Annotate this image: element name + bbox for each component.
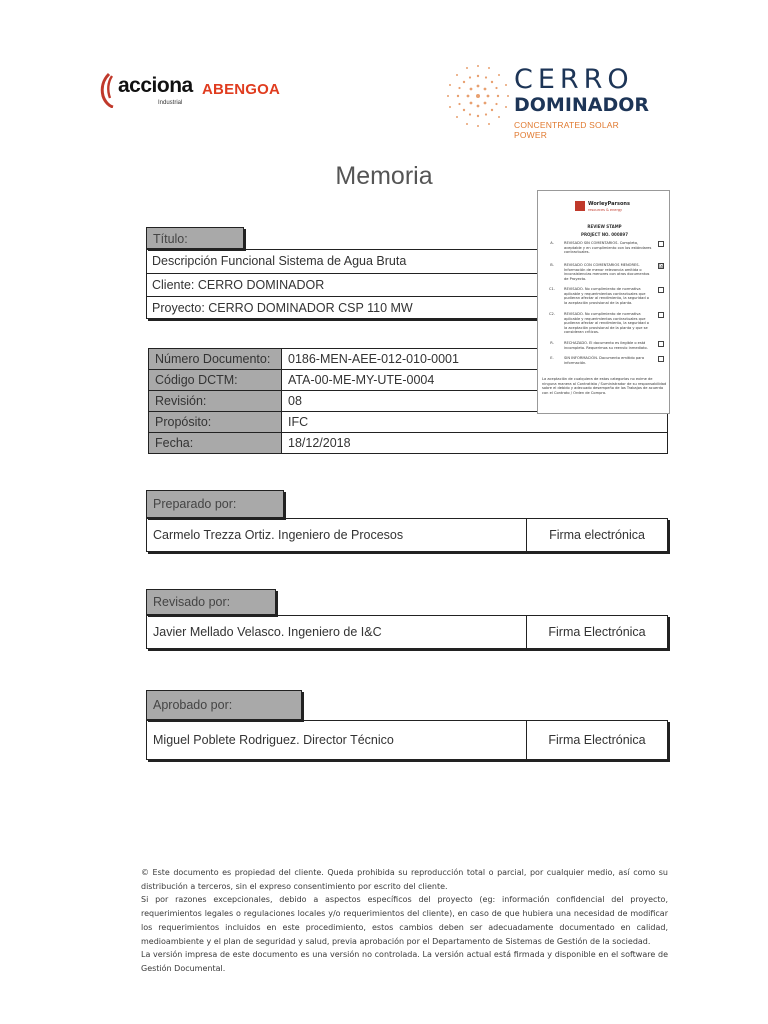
stamp-item-text: REVISADO SIN COMENTARIOS. Completo, aceptable y en cumplimiento con los estándares contractuales. — [564, 241, 652, 254]
abengoa-wordmark: ABENGOA — [202, 81, 281, 98]
sun-dots-icon — [444, 62, 512, 130]
stamp-item-code: C2. — [549, 312, 555, 316]
stamp-item-code: R. — [550, 341, 554, 345]
revision-label: Revisión: — [149, 391, 282, 412]
prepared-signature: Firma electrónica — [549, 528, 645, 542]
checkbox-icon — [658, 341, 664, 347]
dctm-code-label: Código DCTM: — [149, 370, 282, 391]
stamp-heading: REVIEW STAMP — [587, 224, 622, 229]
revision-value: 08 — [282, 391, 668, 412]
document-title: Descripción Funcional Sistema de Agua Bruta — [147, 250, 539, 274]
table-row — [149, 412, 668, 433]
doc-number-value: 0186-MEN-AEE-012-010-0001 — [282, 349, 668, 370]
prepared-label: Preparado por: — [146, 490, 284, 518]
acciona-wordmark: acciona — [118, 74, 193, 97]
project-line: Proyecto: CERRO DOMINADOR CSP 110 MW — [152, 301, 413, 315]
checkbox-icon — [658, 241, 664, 247]
approved-signature: Firma Electrónica — [548, 733, 646, 747]
stamp-brand: WorleyParsons — [588, 201, 630, 207]
checkbox-icon — [658, 287, 664, 293]
stamp-item-text: REVISADO. No cumplimiento de normativa aplicable y requerimientos contractuales que pudieran afectar al rendimiento, la seguridad o la aceptación provisional de la planta y que se consideran críticos. — [564, 312, 649, 334]
approved-row — [146, 720, 668, 760]
stamp-project-number: PROJECT NO. 000897 — [581, 232, 628, 237]
dominador-wordmark: DOMINADOR — [514, 94, 650, 116]
stamp-item-code: B. — [550, 263, 554, 267]
legal-footer — [141, 866, 668, 976]
stamp-item-code: C1. — [549, 287, 555, 291]
acciona-mark-icon — [98, 72, 120, 108]
date-label: Fecha: — [149, 433, 282, 454]
title-label: Título: — [146, 227, 244, 249]
checkbox-icon — [658, 356, 664, 362]
stamp-item-code: E. — [550, 356, 554, 360]
table-row — [149, 433, 668, 454]
stamp-item-text: SIN INFORMACIÓN. Documento emitido para información. — [564, 356, 645, 365]
prepared-name: Carmelo Trezza Ortiz. Ingeniero de Procesos — [147, 519, 527, 551]
cerro-dominador-logo — [444, 58, 650, 140]
footer-paragraph: La versión impresa de este documento es una versión no controlada. La versión actual está firmada y disponible en el software de Gestión Documental. — [141, 950, 668, 973]
footer-paragraph: Si por razones excepcionales, debido a aspectos específicos del proyecto (eg: información confidencial del proyecto, requerimientos legales o regulaciones locales y/o requerimientos del cliente), en caso de que hubiera una necesidad de modificar los requerimientos incluidos en este procedimiento, estos cambios deben ser adecuadamente documentado en calidad, medioambiente y el plan de seguridad y salud, previa aprobación por el Departamento de Sistemas de Gestión de la sociedad. — [141, 895, 668, 946]
stamp-item-text: RECHAZADO. El documento es ilegible o está incompleto. Requerimos su reenvío inmediato. — [564, 341, 648, 350]
reviewed-signature: Firma Electrónica — [548, 625, 646, 639]
stamp-footer: La aceptación de cualquiera de estas categorías no exime de ninguna manera al Contratista / Suministrador de su responsabilidad sobre el debido y adecuado desempeño de los Trabajos de acuerdo con el Contrato / Orden de Compra. — [542, 377, 667, 395]
approved-name: Miguel Poblete Rodriguez. Director Técnico — [147, 721, 527, 759]
acciona-abengoa-logos — [96, 68, 296, 124]
checkbox-icon — [658, 312, 664, 318]
stamp-brand-sub: resources & energy — [588, 208, 623, 212]
stamp-item-text: REVISADO CON COMENTARIOS MENORES. Información de menor relevancia omitida o inconsistencias menores con otros documentos de Proyecto. — [564, 263, 650, 281]
title-info-box — [146, 249, 540, 319]
date-value: 18/12/2018 — [282, 433, 668, 454]
cerro-tagline: CONCENTRATED SOLAR POWER — [514, 120, 619, 140]
document-type-title: Memoria — [335, 162, 433, 190]
stamp-item-code: A. — [550, 241, 554, 245]
review-stamp — [537, 190, 670, 414]
acciona-subtitle: Industrial — [158, 100, 183, 106]
approved-label: Aprobado por: — [146, 690, 302, 720]
worleyparsons-logo-icon — [575, 201, 585, 211]
dctm-code-value: ATA-00-ME-MY-UTE-0004 — [282, 370, 668, 391]
prepared-row — [146, 518, 668, 552]
client-line: Cliente: CERRO DOMINADOR — [147, 274, 539, 297]
purpose-value: IFC — [282, 412, 668, 433]
doc-number-label: Número Documento: — [149, 349, 282, 370]
stamp-item-text: REVISADO. No cumplimiento de normativa aplicable y requerimientos contractuales que pudieran afectar al rendimiento, la seguridad o la aceptación provisional de la planta. — [564, 287, 649, 305]
reviewed-label: Revisado por: — [146, 589, 276, 615]
cerro-wordmark: CERRO — [514, 64, 634, 95]
reviewed-name: Javier Mellado Velasco. Ingeniero de I&C — [147, 616, 527, 648]
reviewed-row — [146, 615, 668, 649]
footer-paragraph: © Este documento es propiedad del cliente. Queda prohibida su reproducción total o parcial, por cualquier medio, así como su distribución a terceros, sin el expreso consentimiento por escrito del cliente. — [141, 868, 668, 891]
checkbox-checked-icon: ☒ — [659, 263, 665, 270]
purpose-label: Propósito: — [149, 412, 282, 433]
